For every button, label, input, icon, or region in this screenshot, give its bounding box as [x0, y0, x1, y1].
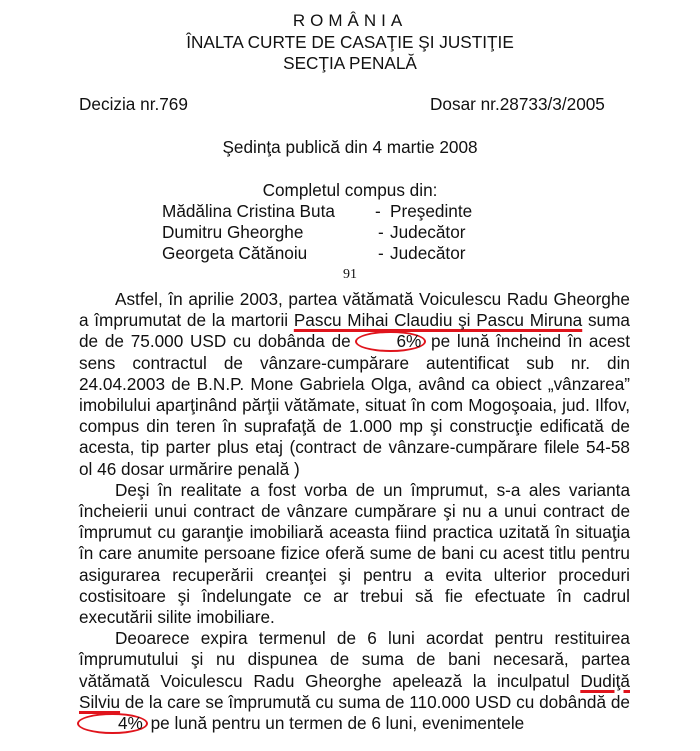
- underlined-name-dudita: Dudiţă Silviu: [79, 670, 630, 712]
- header-section: SECŢIA PENALĂ: [283, 53, 417, 73]
- underlined-names-pascu: Pascu Mihai Claudiu şi Pascu Miruna: [293, 310, 583, 331]
- decision-number: Decizia nr.769: [79, 94, 188, 114]
- member-dash: -: [378, 222, 384, 242]
- circled-interest-rate-6: 6%: [355, 331, 426, 352]
- member-name: Georgeta Cătănoiu: [162, 243, 308, 263]
- paragraph-3-text-3: pe lună pentru un termen de 6 luni, evenimentele: [145, 713, 525, 734]
- paragraph-1-text-3: pe lună încheind în acest sens contractul de vânzare-cumpărare autentificat sub nr. din 24.04.2003 de B.N.P. Mone Gabriela Olga, având ca obiect „vânzarea” imobilului aparţinând părţii vătămate, situat în com Mogoşoaia, jud. Ilfov, compus din teren în suprafaţă de 1.000 mp şi construcţie edificată de acesta, tip parter plus etaj (contract de vânzare-cumpărare filele 54-58 ol 46 dosar urmărire penală ): [79, 331, 631, 479]
- member-role: Preşedinte: [390, 201, 473, 221]
- member-role: Judecător: [390, 243, 466, 263]
- session-line: Şedinţa publică din 4 martie 2008: [222, 137, 478, 157]
- body-text: [79, 289, 630, 734]
- paragraph-1-text: Astfel, în aprilie 2003, partea vătămată Voiculescu Radu Gheorghe a împrumutat de la martorii: [79, 289, 630, 331]
- page-number: 91: [343, 267, 357, 282]
- paragraph-3: [79, 628, 630, 734]
- member-dash: -: [375, 201, 381, 221]
- member-dash: -: [378, 243, 384, 263]
- circled-interest-rate-4: 4%: [77, 713, 148, 734]
- panel-title: Completul compus din:: [262, 180, 438, 200]
- paragraph-1-text-2: suma de de 75.000 USD cu dobânda de: [79, 310, 630, 352]
- header-country: ROMÂNIA: [292, 11, 408, 30]
- paragraph-3-text: Deoarece expira termenul de 6 luni acordat pentru restituirea împrumutului şi nu dispunea de suma de bani necesară, partea vătămată Voiculescu Radu Gheorghe apelează la inculpatul: [79, 628, 630, 691]
- file-number: Dosar nr.28733/3/2005: [430, 94, 605, 114]
- paragraph-3-text-2: de la care se împrumută cu suma de 110.000 USD cu dobândă de: [120, 691, 630, 712]
- member-name: Mădălina Cristina Buta: [162, 201, 335, 221]
- member-name: Dumitru Gheorghe: [162, 222, 304, 242]
- member-role: Judecător: [390, 222, 466, 242]
- paragraph-1: [79, 289, 630, 480]
- header-court: ÎNALTA CURTE DE CASAŢIE ŞI JUSTIŢIE: [186, 32, 514, 52]
- paragraph-2: Deşi în realitate a fost vorba de un împrumut, s-a ales varianta încheierii unui contract de vânzare cumpărare şi nu a unui contract de împrumut cu garanţie imobiliară aceasta fiind practica uzitată în situaţia în care anumite persoane fizice oferă sume de bani cu acest titlu pentru asigurarea recuperării creanţei şi pentru a evita ulterior proceduri costisitoare şi îndelungate ce ar trebui să fie efectuate în cadrul executării silite imobiliare.: [79, 479, 630, 628]
